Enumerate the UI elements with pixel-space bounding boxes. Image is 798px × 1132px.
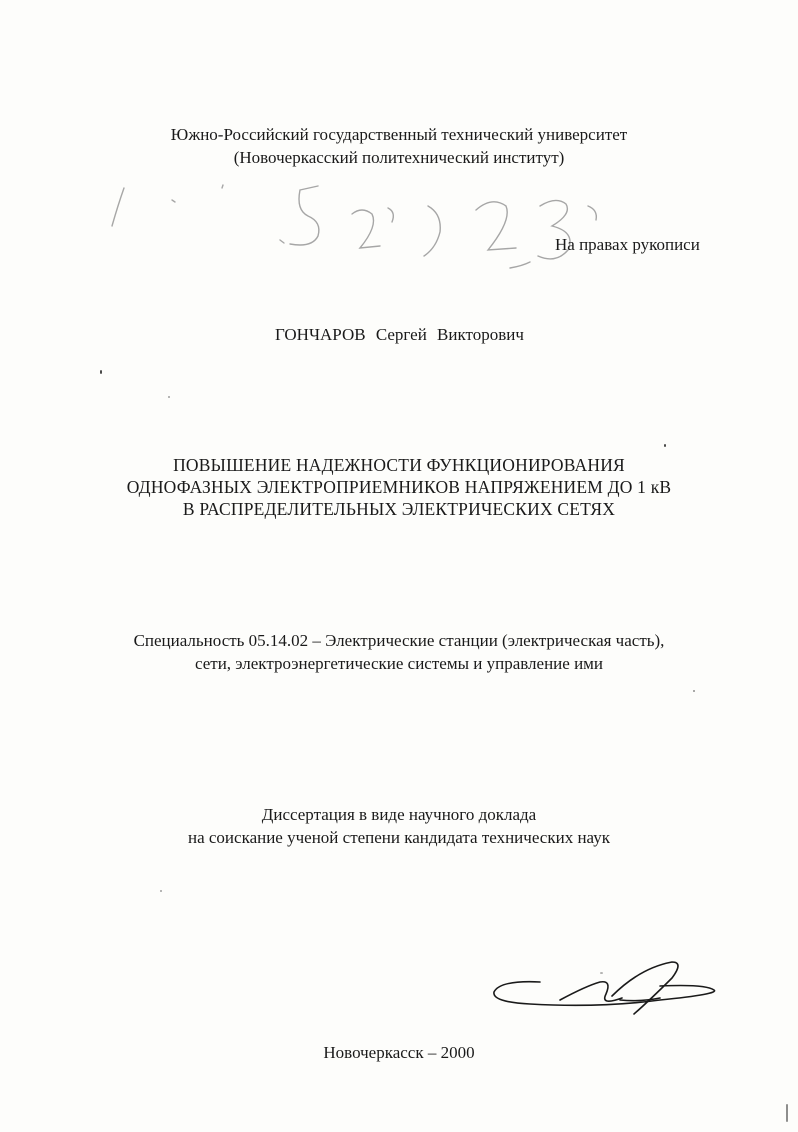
author-signature xyxy=(0,960,798,1030)
degree-line-1: Диссертация в виде научного доклада xyxy=(261,805,537,824)
dissertation-title-line-1: ПОВЫШЕНИЕ НАДЕЖНОСТИ ФУНКЦИОНИРОВАНИЯ xyxy=(173,455,625,475)
author-first-name: Сергей xyxy=(375,325,427,344)
specialty-line-1: Специальность 05.14.02 – Электрические станции (электрическая часть), xyxy=(133,631,665,650)
institute-name: (Новочеркасский политехнический институт) xyxy=(233,148,565,167)
author-name xyxy=(275,324,524,346)
degree-line-2: на соискание ученой степени кандидата технических наук xyxy=(187,828,610,847)
specialty-line-2: сети, электроэнергетические системы и управление ими xyxy=(194,654,604,673)
author-patronymic: Викторович xyxy=(437,325,524,344)
scan-speck xyxy=(168,396,170,398)
scan-speck xyxy=(100,370,102,374)
dissertation-title-line-2: ОДНОФАЗНЫХ ЭЛЕКТРОПРИЕМНИКОВ НАПРЯЖЕНИЕМ ДО 1 кВ xyxy=(126,477,672,497)
scan-edge-mark xyxy=(786,1104,788,1122)
scan-speck xyxy=(160,890,162,892)
manuscript-rights-note: На правах рукописи xyxy=(555,235,700,254)
scan-speck xyxy=(600,972,603,974)
place-and-year: Новочеркасск – 2000 xyxy=(323,1043,475,1062)
dissertation-title-line-3: В РАСПРЕДЕЛИТЕЛЬНЫХ ЭЛЕКТРИЧЕСКИХ СЕТЯХ xyxy=(182,499,616,519)
scan-speck xyxy=(693,690,695,692)
author-surname: ГОНЧАРОВ xyxy=(275,325,366,344)
scan-speck xyxy=(664,444,666,447)
university-name: Южно-Российский государственный технический университет xyxy=(170,125,628,144)
